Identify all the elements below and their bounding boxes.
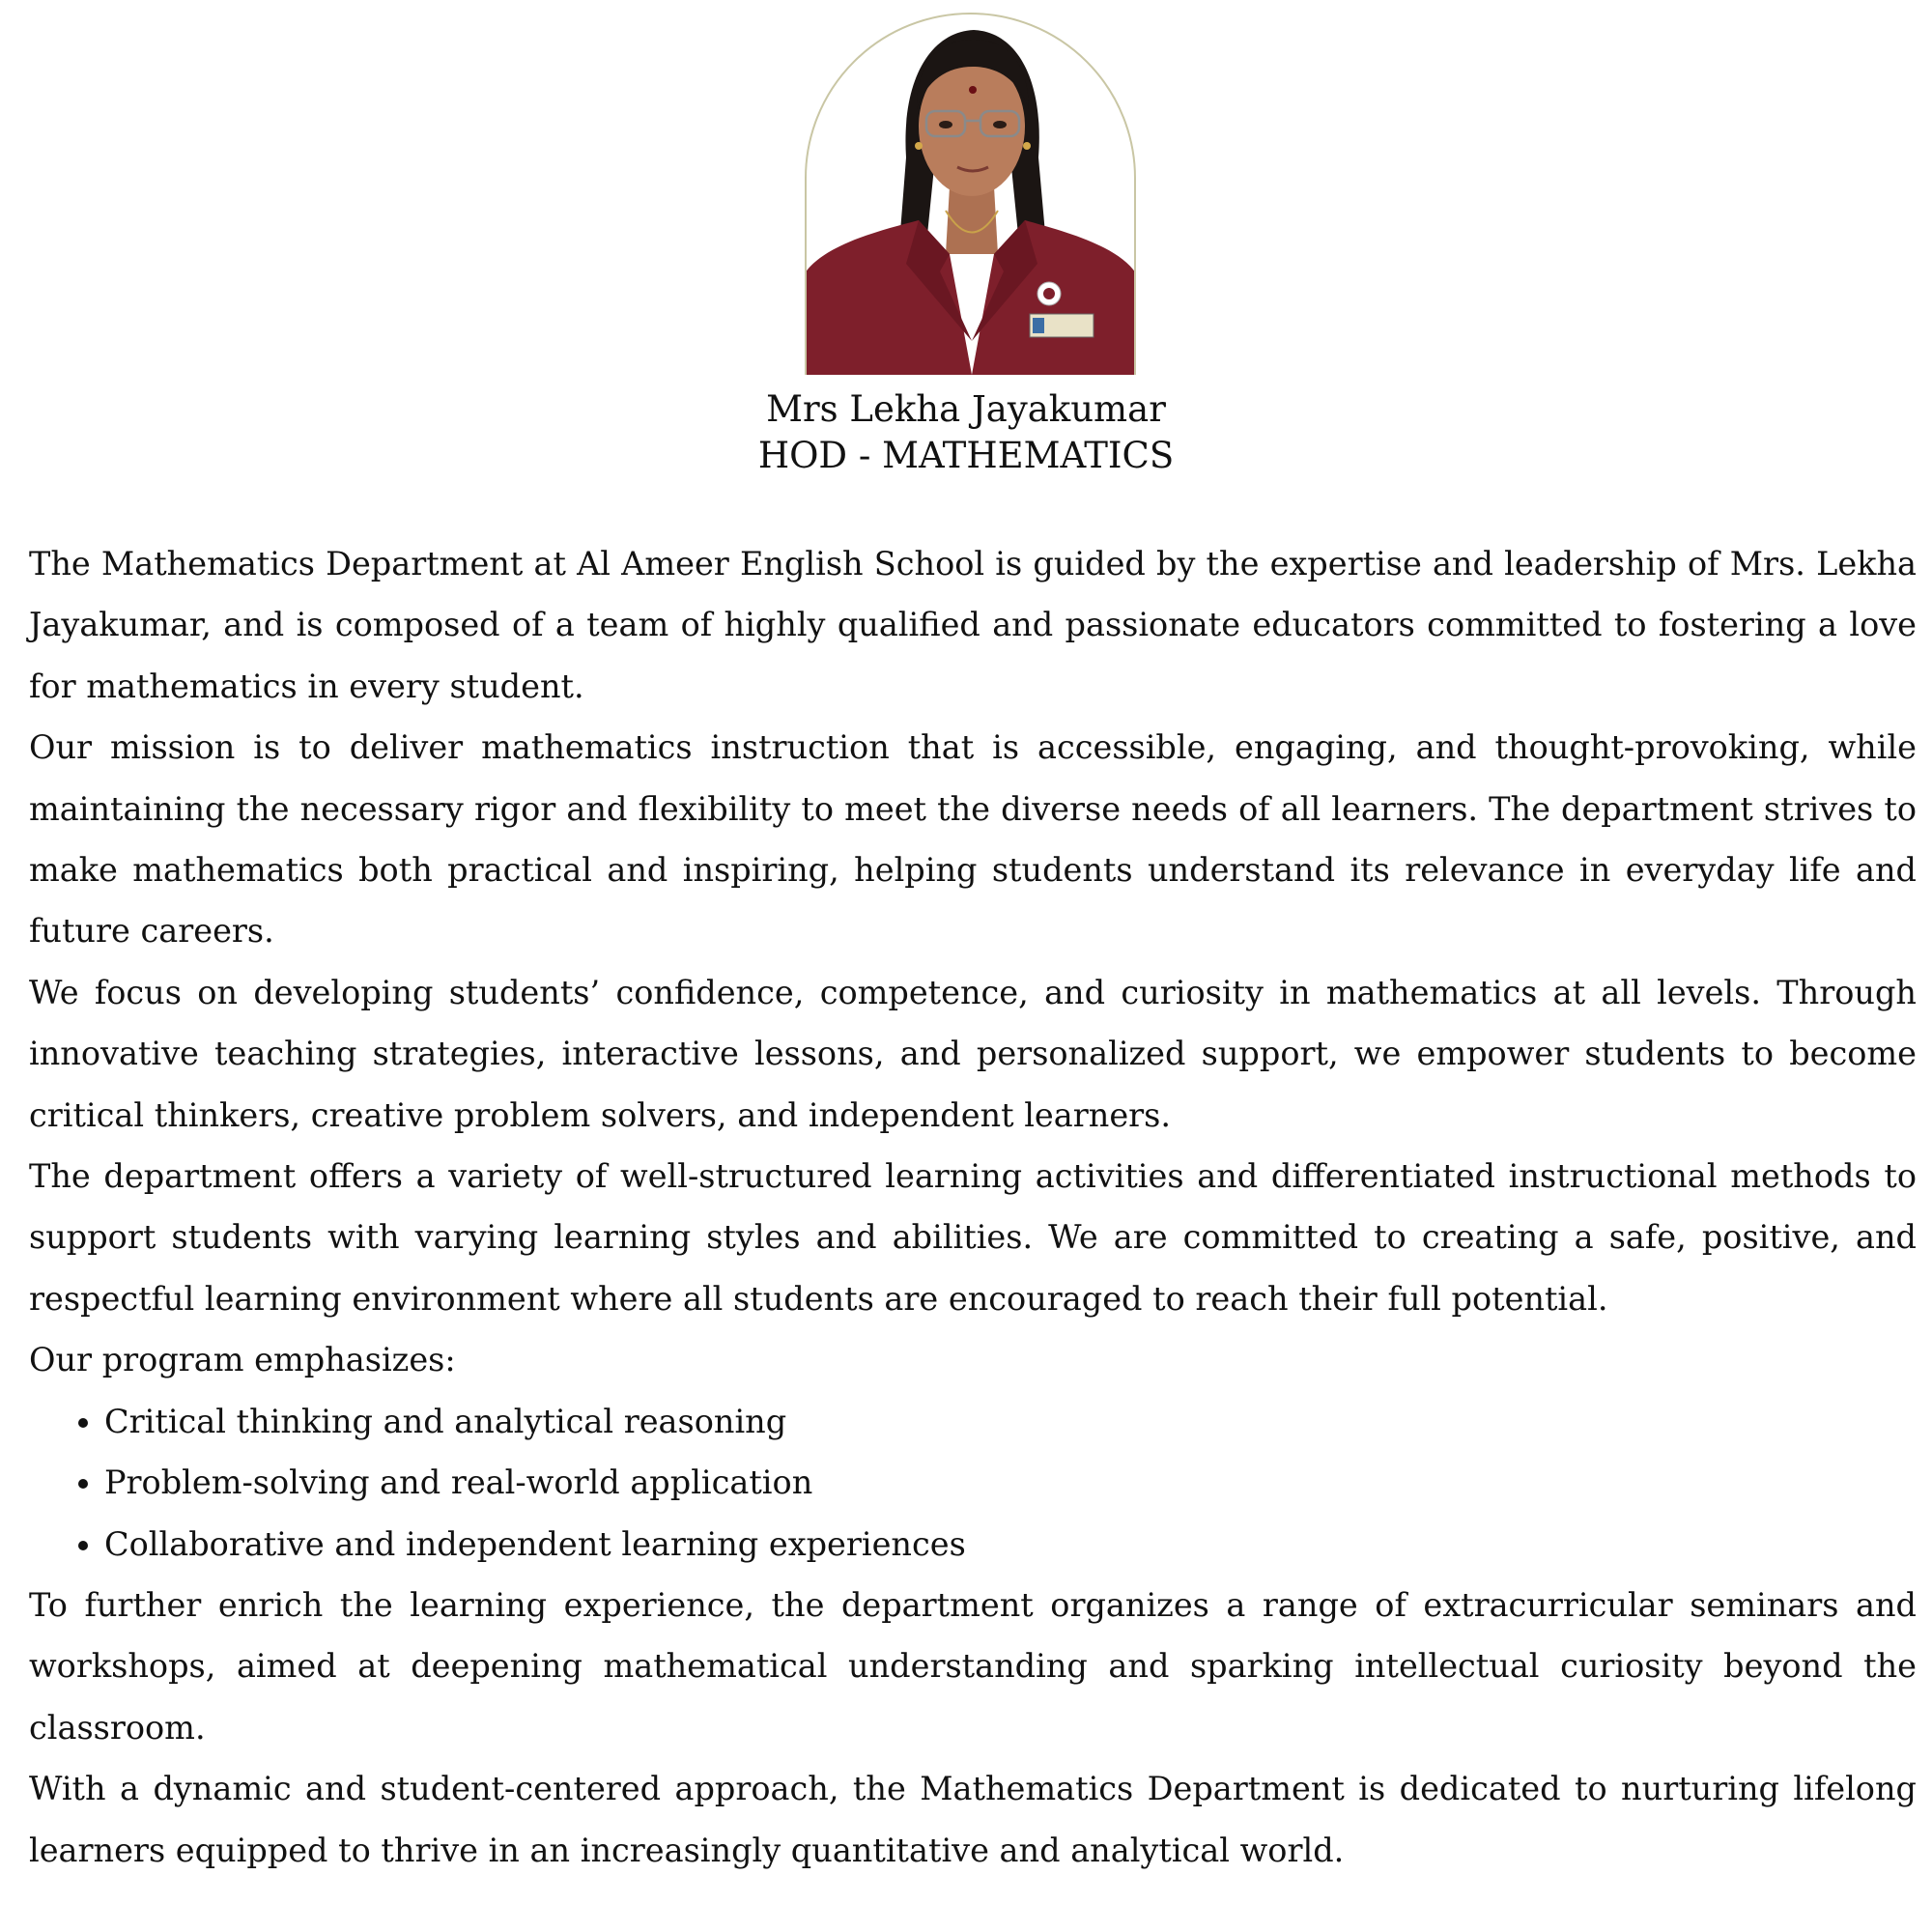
list-item: • Critical thinking and analytical reasoning [104,1391,1917,1452]
paragraph-closing: With a dynamic and student-centered approach, the Mathematics Department is dedicated to nurturing lifelong learners equipped to thrive in an increasingly quantitative and analytical world. [29,1770,1917,1869]
paragraph-intro: The Mathematics Department at Al Ameer English School is guided by the expertise and leadership of Mrs. Lekha Jayakumar, and is composed of a team of highly qualified and passionate educators committed to fostering a love for mathematics in every student. [29,545,1917,705]
person-title: HOD - MATHEMATICS [757,435,1175,476]
program-emphasis-list [29,1391,1917,1575]
paragraph-program-lead: Our program emphasizes: [29,1341,456,1379]
portrait-photo-icon [805,13,1136,375]
list-item: • Collaborative and independent learning experiences [104,1514,1917,1575]
person-name: Mrs Lekha Jayakumar [766,388,1166,430]
paragraph-activities: The department offers a variety of well-structured learning activities and differentiated instructional methods to support students with varying learning styles and abilities. We are committed to creating a safe, positive, and respectful learning environment where all students are encouraged to reach their full potential. [29,1157,1917,1318]
department-description [29,533,1917,1881]
paragraph-focus: We focus on developing students’ confidence, competence, and curiosity in mathematics at all levels. Through innovative teaching strategies, interactive lessons, and personalized support, we empower students to become critical thinkers, creative problem solvers, and independent learners. [29,973,1917,1134]
paragraph-enrichment: To further enrich the learning experience, the department organizes a range of extracurricular seminars and workshops, aimed at deepening mathematical understanding and sparking intellectual curiosity beyond the classroom. [29,1585,1917,1747]
list-item: • Problem-solving and real-world application [104,1452,1917,1513]
profile-heading [0,386,1932,479]
paragraph-mission: Our mission is to deliver mathematics instruction that is accessible, engaging, and thought-provoking, while maintaining the necessary rigor and flexibility to meet the diverse needs of all learners. The department strives to make mathematics both practical and inspiring, helping students understand its relevance in everyday life and future careers. [29,728,1917,951]
portrait-illustration [805,13,1136,375]
